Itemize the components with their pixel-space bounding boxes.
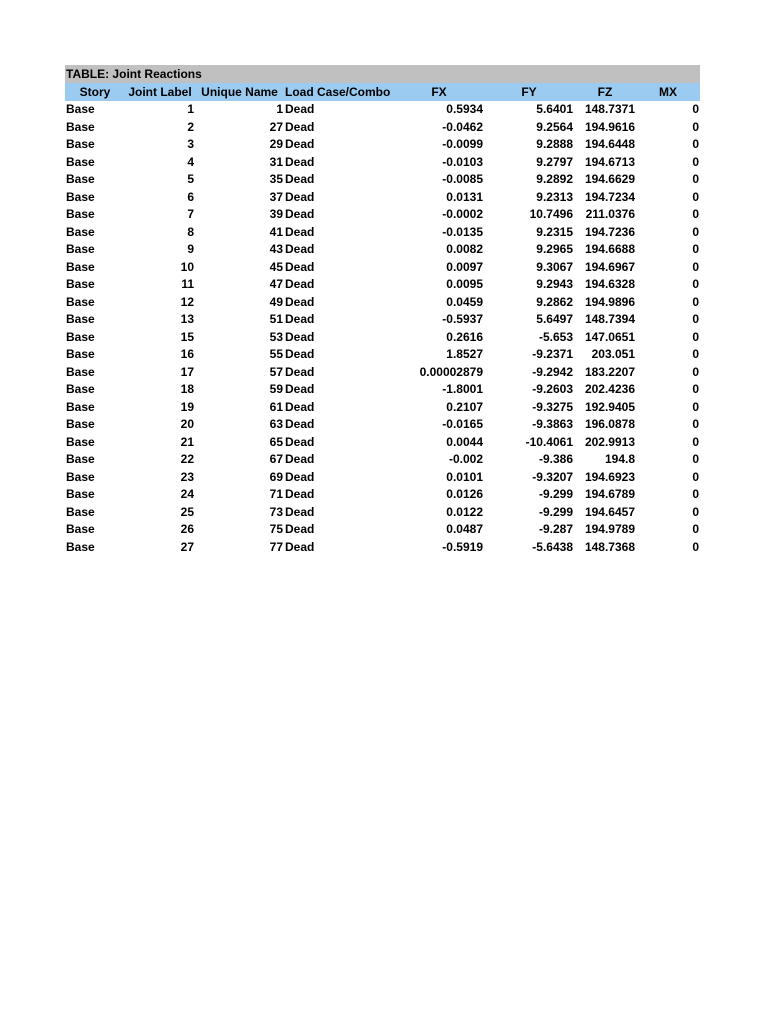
cell-fx: -0.5919 bbox=[442, 539, 483, 554]
cell-mx: 0 bbox=[692, 469, 699, 484]
table-row bbox=[65, 119, 700, 137]
cell-fz: 211.0376 bbox=[585, 207, 635, 221]
cell-load-case: Dead bbox=[285, 102, 315, 116]
cell-story: Base bbox=[66, 347, 95, 361]
cell-fz: 194.8 bbox=[604, 452, 635, 466]
cell-story: Base bbox=[66, 522, 95, 536]
table-row bbox=[65, 539, 700, 557]
cell-load-case: Dead bbox=[285, 399, 315, 414]
cell-fy: -9.2942 bbox=[532, 364, 573, 379]
cell-fx: 0.5934 bbox=[446, 102, 483, 116]
cell-fy: 9.2888 bbox=[536, 137, 573, 151]
cell-fy: 5.6497 bbox=[536, 312, 573, 326]
cell-fx: -0.0165 bbox=[442, 417, 483, 431]
header-load-case: Load Case/Combo bbox=[284, 83, 394, 101]
table-row bbox=[65, 451, 700, 469]
cell-mx: 0 bbox=[692, 487, 699, 501]
cell-joint-label: 17 bbox=[180, 364, 194, 379]
cell-fz: 183.2207 bbox=[584, 364, 635, 379]
cell-fz: 194.6923 bbox=[584, 469, 635, 484]
cell-unique-name: 59 bbox=[269, 382, 283, 396]
cell-mx: 0 bbox=[692, 539, 699, 554]
cell-mx: 0 bbox=[692, 347, 699, 361]
cell-fz: 194.6629 bbox=[584, 172, 635, 186]
table-row bbox=[65, 206, 700, 224]
cell-story: Base bbox=[66, 312, 95, 326]
cell-fz: 148.7394 bbox=[584, 312, 635, 326]
cell-joint-label: 26 bbox=[180, 522, 194, 536]
cell-joint-label: 12 bbox=[180, 294, 194, 309]
cell-load-case: Dead bbox=[285, 294, 315, 309]
cell-fz: 148.7368 bbox=[584, 539, 635, 554]
cell-joint-label: 4 bbox=[187, 154, 194, 169]
table-row bbox=[65, 399, 700, 417]
cell-mx: 0 bbox=[692, 329, 699, 344]
cell-fz: 203.051 bbox=[591, 347, 635, 361]
cell-joint-label: 10 bbox=[180, 259, 194, 274]
cell-joint-label: 19 bbox=[180, 399, 194, 414]
cell-fy: -9.299 bbox=[538, 487, 573, 501]
cell-fy: 9.2943 bbox=[536, 277, 573, 291]
cell-fy: 9.2315 bbox=[536, 224, 573, 239]
cell-joint-label: 23 bbox=[180, 469, 194, 484]
cell-fz: 194.7234 bbox=[584, 189, 635, 204]
cell-fy: -9.299 bbox=[538, 504, 573, 519]
cell-mx: 0 bbox=[692, 522, 699, 536]
cell-fy: -5.653 bbox=[538, 329, 573, 344]
cell-fz: 192.9405 bbox=[584, 399, 635, 414]
table-row bbox=[65, 101, 700, 119]
cell-fx: -1.8001 bbox=[442, 382, 483, 396]
cell-load-case: Dead bbox=[285, 487, 315, 501]
cell-unique-name: 41 bbox=[269, 224, 283, 239]
cell-fy: -5.6438 bbox=[532, 539, 573, 554]
cell-load-case: Dead bbox=[285, 207, 315, 221]
cell-joint-label: 24 bbox=[180, 487, 194, 501]
cell-fx: -0.0103 bbox=[442, 154, 483, 169]
cell-joint-label: 18 bbox=[180, 382, 194, 396]
cell-unique-name: 63 bbox=[269, 417, 283, 431]
header-fz: FZ bbox=[574, 83, 636, 101]
cell-fz: 147.0651 bbox=[584, 329, 635, 344]
cell-story: Base bbox=[66, 224, 95, 239]
cell-load-case: Dead bbox=[285, 242, 315, 256]
cell-unique-name: 57 bbox=[269, 364, 283, 379]
table-row bbox=[65, 381, 700, 399]
cell-unique-name: 69 bbox=[269, 469, 283, 484]
cell-story: Base bbox=[66, 417, 95, 431]
cell-mx: 0 bbox=[692, 154, 699, 169]
cell-story: Base bbox=[66, 277, 95, 291]
cell-unique-name: 77 bbox=[269, 539, 283, 554]
cell-load-case: Dead bbox=[285, 539, 315, 554]
cell-fy: -9.3207 bbox=[532, 469, 573, 484]
cell-fx: 0.0101 bbox=[446, 469, 483, 484]
cell-unique-name: 39 bbox=[269, 207, 283, 221]
joint-reactions-table bbox=[65, 83, 700, 556]
cell-load-case: Dead bbox=[285, 259, 315, 274]
cell-unique-name: 27 bbox=[269, 119, 283, 134]
cell-fx: 0.2107 bbox=[446, 399, 483, 414]
cell-story: Base bbox=[66, 487, 95, 501]
cell-story: Base bbox=[66, 102, 95, 116]
cell-mx: 0 bbox=[692, 172, 699, 186]
cell-unique-name: 65 bbox=[269, 434, 283, 449]
table-row bbox=[65, 434, 700, 452]
table-body bbox=[65, 101, 700, 556]
table-row bbox=[65, 154, 700, 172]
cell-load-case: Dead bbox=[285, 137, 315, 151]
cell-load-case: Dead bbox=[285, 224, 315, 239]
cell-fz: 194.9896 bbox=[584, 294, 635, 309]
cell-fz: 194.6448 bbox=[584, 137, 635, 151]
cell-story: Base bbox=[66, 154, 95, 169]
cell-joint-label: 3 bbox=[187, 137, 194, 151]
cell-load-case: Dead bbox=[285, 417, 315, 431]
cell-fz: 194.7236 bbox=[584, 224, 635, 239]
cell-joint-label: 9 bbox=[187, 242, 194, 256]
table-row bbox=[65, 416, 700, 434]
table-row bbox=[65, 136, 700, 154]
cell-load-case: Dead bbox=[285, 189, 315, 204]
cell-load-case: Dead bbox=[285, 119, 315, 134]
header-row bbox=[65, 83, 700, 101]
cell-fz: 196.0878 bbox=[584, 417, 635, 431]
cell-story: Base bbox=[66, 539, 95, 554]
table-row bbox=[65, 504, 700, 522]
cell-mx: 0 bbox=[692, 417, 699, 431]
cell-fy: 9.2862 bbox=[536, 294, 573, 309]
header-unique-name: Unique Name bbox=[195, 83, 284, 101]
cell-mx: 0 bbox=[692, 382, 699, 396]
cell-unique-name: 37 bbox=[269, 189, 283, 204]
table-row bbox=[65, 486, 700, 504]
table-row bbox=[65, 241, 700, 259]
cell-mx: 0 bbox=[692, 119, 699, 134]
cell-fy: 5.6401 bbox=[536, 102, 573, 116]
cell-joint-label: 6 bbox=[187, 189, 194, 204]
cell-unique-name: 29 bbox=[269, 137, 283, 151]
cell-unique-name: 55 bbox=[269, 347, 283, 361]
table-row bbox=[65, 521, 700, 539]
cell-fy: 10.7496 bbox=[529, 207, 573, 221]
cell-story: Base bbox=[66, 452, 95, 466]
cell-joint-label: 8 bbox=[187, 224, 194, 239]
cell-joint-label: 7 bbox=[187, 207, 194, 221]
cell-mx: 0 bbox=[692, 364, 699, 379]
joint-reactions-sheet bbox=[65, 65, 700, 556]
cell-fx: 1.8527 bbox=[446, 347, 483, 361]
cell-story: Base bbox=[66, 434, 95, 449]
cell-fz: 148.7371 bbox=[584, 102, 635, 116]
cell-fx: 0.0044 bbox=[446, 434, 483, 449]
cell-story: Base bbox=[66, 137, 95, 151]
cell-unique-name: 43 bbox=[269, 242, 283, 256]
cell-unique-name: 53 bbox=[269, 329, 283, 344]
table-row bbox=[65, 294, 700, 312]
cell-joint-label: 1 bbox=[187, 102, 194, 116]
cell-unique-name: 67 bbox=[269, 452, 283, 466]
cell-mx: 0 bbox=[692, 452, 699, 466]
cell-fy: 9.2892 bbox=[536, 172, 573, 186]
table-row bbox=[65, 346, 700, 364]
cell-story: Base bbox=[66, 469, 95, 484]
table-row bbox=[65, 329, 700, 347]
cell-joint-label: 25 bbox=[180, 504, 194, 519]
cell-load-case: Dead bbox=[285, 154, 315, 169]
cell-load-case: Dead bbox=[285, 522, 315, 536]
cell-joint-label: 2 bbox=[187, 119, 194, 134]
cell-fx: 0.0131 bbox=[446, 189, 483, 204]
table-row bbox=[65, 171, 700, 189]
cell-fy: -9.2371 bbox=[532, 347, 573, 361]
table-row bbox=[65, 224, 700, 242]
cell-fz: 202.4236 bbox=[584, 382, 635, 396]
cell-story: Base bbox=[66, 207, 95, 221]
table-title: TABLE: Joint Reactions bbox=[65, 65, 700, 83]
cell-joint-label: 27 bbox=[180, 539, 194, 554]
cell-fx: 0.0097 bbox=[446, 259, 483, 274]
cell-mx: 0 bbox=[692, 277, 699, 291]
table-row bbox=[65, 276, 700, 294]
cell-load-case: Dead bbox=[285, 347, 315, 361]
cell-fx: 0.00002879 bbox=[419, 364, 483, 379]
cell-mx: 0 bbox=[692, 504, 699, 519]
cell-fx: -0.0002 bbox=[442, 207, 483, 221]
cell-fx: -0.5937 bbox=[442, 312, 483, 326]
cell-mx: 0 bbox=[692, 242, 699, 256]
cell-joint-label: 21 bbox=[180, 434, 194, 449]
cell-fz: 194.6967 bbox=[584, 259, 635, 274]
cell-fz: 194.6713 bbox=[584, 154, 635, 169]
cell-fx: 0.0122 bbox=[446, 504, 483, 519]
cell-story: Base bbox=[66, 259, 95, 274]
cell-unique-name: 1 bbox=[276, 102, 283, 116]
cell-joint-label: 15 bbox=[180, 329, 194, 344]
cell-load-case: Dead bbox=[285, 277, 315, 291]
cell-story: Base bbox=[66, 399, 95, 414]
header-fx: FX bbox=[394, 83, 484, 101]
cell-fz: 194.6688 bbox=[584, 242, 635, 256]
cell-fx: 0.0095 bbox=[446, 277, 483, 291]
cell-mx: 0 bbox=[692, 399, 699, 414]
cell-fy: -9.2603 bbox=[532, 382, 573, 396]
cell-mx: 0 bbox=[692, 189, 699, 204]
cell-story: Base bbox=[66, 382, 95, 396]
cell-unique-name: 73 bbox=[269, 504, 283, 519]
cell-mx: 0 bbox=[692, 207, 699, 221]
cell-fy: -9.3275 bbox=[532, 399, 573, 414]
cell-joint-label: 13 bbox=[180, 312, 194, 326]
cell-story: Base bbox=[66, 172, 95, 186]
header-story: Story bbox=[65, 83, 125, 101]
cell-mx: 0 bbox=[692, 434, 699, 449]
cell-fz: 202.9913 bbox=[584, 434, 635, 449]
cell-load-case: Dead bbox=[285, 434, 315, 449]
cell-unique-name: 51 bbox=[269, 312, 283, 326]
cell-unique-name: 49 bbox=[269, 294, 283, 309]
cell-load-case: Dead bbox=[285, 452, 315, 466]
cell-fx: 0.0459 bbox=[446, 294, 483, 309]
cell-fx: 0.0126 bbox=[446, 487, 483, 501]
cell-mx: 0 bbox=[692, 137, 699, 151]
table-row bbox=[65, 364, 700, 382]
cell-fz: 194.9789 bbox=[584, 522, 635, 536]
cell-fy: -9.386 bbox=[538, 452, 573, 466]
cell-joint-label: 11 bbox=[181, 277, 194, 291]
cell-fy: 9.2564 bbox=[536, 119, 573, 134]
cell-unique-name: 71 bbox=[269, 487, 283, 501]
cell-mx: 0 bbox=[692, 224, 699, 239]
cell-joint-label: 20 bbox=[180, 417, 194, 431]
header-mx: MX bbox=[636, 83, 700, 101]
cell-fx: -0.002 bbox=[448, 452, 483, 466]
cell-fz: 194.9616 bbox=[584, 119, 635, 134]
cell-story: Base bbox=[66, 119, 95, 134]
cell-fz: 194.6457 bbox=[584, 504, 635, 519]
cell-unique-name: 35 bbox=[269, 172, 283, 186]
cell-fx: 0.2616 bbox=[446, 329, 483, 344]
cell-fy: 9.2965 bbox=[536, 242, 573, 256]
cell-joint-label: 16 bbox=[180, 347, 194, 361]
cell-unique-name: 45 bbox=[269, 259, 283, 274]
cell-mx: 0 bbox=[692, 312, 699, 326]
header-joint-label: Joint Label bbox=[125, 83, 195, 101]
cell-load-case: Dead bbox=[285, 382, 315, 396]
cell-story: Base bbox=[66, 329, 95, 344]
header-fy: FY bbox=[484, 83, 574, 101]
cell-fy: -9.287 bbox=[538, 522, 573, 536]
cell-load-case: Dead bbox=[285, 172, 315, 186]
cell-story: Base bbox=[66, 364, 95, 379]
cell-joint-label: 5 bbox=[187, 172, 194, 186]
cell-fy: 9.3067 bbox=[536, 259, 573, 274]
cell-load-case: Dead bbox=[285, 329, 315, 344]
cell-unique-name: 75 bbox=[269, 522, 283, 536]
cell-mx: 0 bbox=[692, 102, 699, 116]
cell-fx: -0.0462 bbox=[442, 119, 483, 134]
cell-fy: -9.3863 bbox=[532, 417, 573, 431]
table-row bbox=[65, 259, 700, 277]
cell-load-case: Dead bbox=[285, 504, 315, 519]
cell-unique-name: 31 bbox=[269, 154, 283, 169]
cell-fy: 9.2313 bbox=[536, 189, 573, 204]
table-row bbox=[65, 311, 700, 329]
cell-story: Base bbox=[66, 294, 95, 309]
cell-joint-label: 22 bbox=[180, 452, 194, 466]
cell-story: Base bbox=[66, 189, 95, 204]
cell-fz: 194.6789 bbox=[584, 487, 635, 501]
table-row bbox=[65, 469, 700, 487]
cell-mx: 0 bbox=[692, 259, 699, 274]
cell-story: Base bbox=[66, 242, 95, 256]
cell-fy: -10.4061 bbox=[525, 434, 573, 449]
cell-story: Base bbox=[66, 504, 95, 519]
cell-fx: 0.0487 bbox=[446, 522, 483, 536]
cell-load-case: Dead bbox=[285, 364, 315, 379]
cell-fx: -0.0135 bbox=[442, 224, 483, 239]
cell-fx: 0.0082 bbox=[446, 242, 483, 256]
cell-mx: 0 bbox=[692, 294, 699, 309]
cell-load-case: Dead bbox=[285, 312, 315, 326]
table-row bbox=[65, 189, 700, 207]
cell-fx: -0.0085 bbox=[442, 172, 483, 186]
cell-unique-name: 47 bbox=[269, 277, 283, 291]
cell-fx: -0.0099 bbox=[442, 137, 483, 151]
cell-fy: 9.2797 bbox=[536, 154, 573, 169]
cell-load-case: Dead bbox=[285, 469, 315, 484]
cell-unique-name: 61 bbox=[269, 399, 283, 414]
cell-fz: 194.6328 bbox=[584, 277, 635, 291]
